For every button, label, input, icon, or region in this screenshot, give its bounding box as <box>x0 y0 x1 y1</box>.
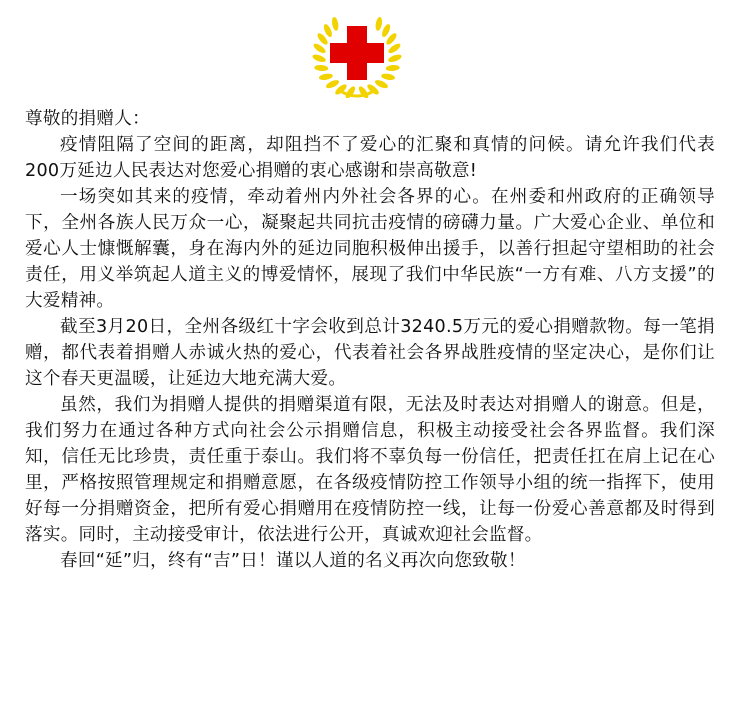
red-cross-icon <box>330 26 384 80</box>
wreath-leaf-icon <box>380 23 391 38</box>
wreath-leaf-icon <box>322 23 333 38</box>
wreath-leaf-icon <box>385 64 399 71</box>
wreath-leaf-icon <box>387 53 402 63</box>
wreath-leaf-icon <box>325 78 340 89</box>
wreath-stem-icon <box>342 92 372 96</box>
wreath-leaf-icon <box>314 64 328 71</box>
wreath-leaf-icon <box>318 73 333 81</box>
letter-paragraph: 一场突如其来的疫情，牵动着州内外社会各界的心。在州委和州政府的正确领导下，全州各族人民万众一心，凝聚起共同抗击疫情的磅礴力量。广大爱心企业、单位和爱心人士慷慨解囊，身在海内外的延边同胞积极伸出援手，以善行担起守望相助的社会责任，用义举筑起人道主义的博爱情怀，展现了我们中华民族“一方有难、八方支援”的大爱精神。 <box>25 187 715 311</box>
letter-salutation: 尊敬的捐赠人： <box>25 109 150 129</box>
wreath-leaf-icon <box>331 16 339 31</box>
thank-you-letter <box>25 106 715 574</box>
red-cross-logo <box>312 8 402 98</box>
wreath-leaf-icon <box>312 53 327 63</box>
letter-paragraph: 虽然，我们为捐赠人提供的捐赠渠道有限，无法及时表达对捐赠人的谢意。但是，我们努力在通过各种方式向社会公示捐赠信息，积极主动接受社会各界监督。我们深知，信任无比珍贵，责任重于泰山。我们将不辜负每一份信任，把责任扛在肩上记在心里，严格按照管理规定和捐赠意愿，在各级疫情防控工作领导小组的统一指挥下，使用好每一分捐赠资金，把所有爱心捐赠用在疫情防控一线，让每一份爱心善意都及时得到落实。同时，主动接受审计，依法进行公开，真诚欢迎社会监督。 <box>25 395 715 545</box>
letter-paragraph: 春回“延”归，终有“吉”日！谨以人道的名义再次向您致敬！ <box>60 551 526 571</box>
red-cross-emblem-icon <box>312 8 402 98</box>
wreath-leaf-icon <box>381 73 396 81</box>
wreath-leaf-icon <box>374 78 389 89</box>
letter-paragraph: 疫情阻隔了空间的距离，却阻挡不了爱心的汇聚和真情的问候。请允许我们代表200万延边人民表达对您爱心捐赠的衷心感谢和崇高敬意! <box>25 135 715 181</box>
wreath-leaf-icon <box>375 16 383 31</box>
letter-paragraph: 截至3月20日，全州各级红十字会收到总计3240.5万元的爱心捐赠款物。每一笔捐赠，都代表着捐赠人赤诚火热的爱心，代表着社会各界战胜疫情的坚定决心，是你们让这个春天更温暖，让延边大地充满大爱。 <box>25 317 715 389</box>
